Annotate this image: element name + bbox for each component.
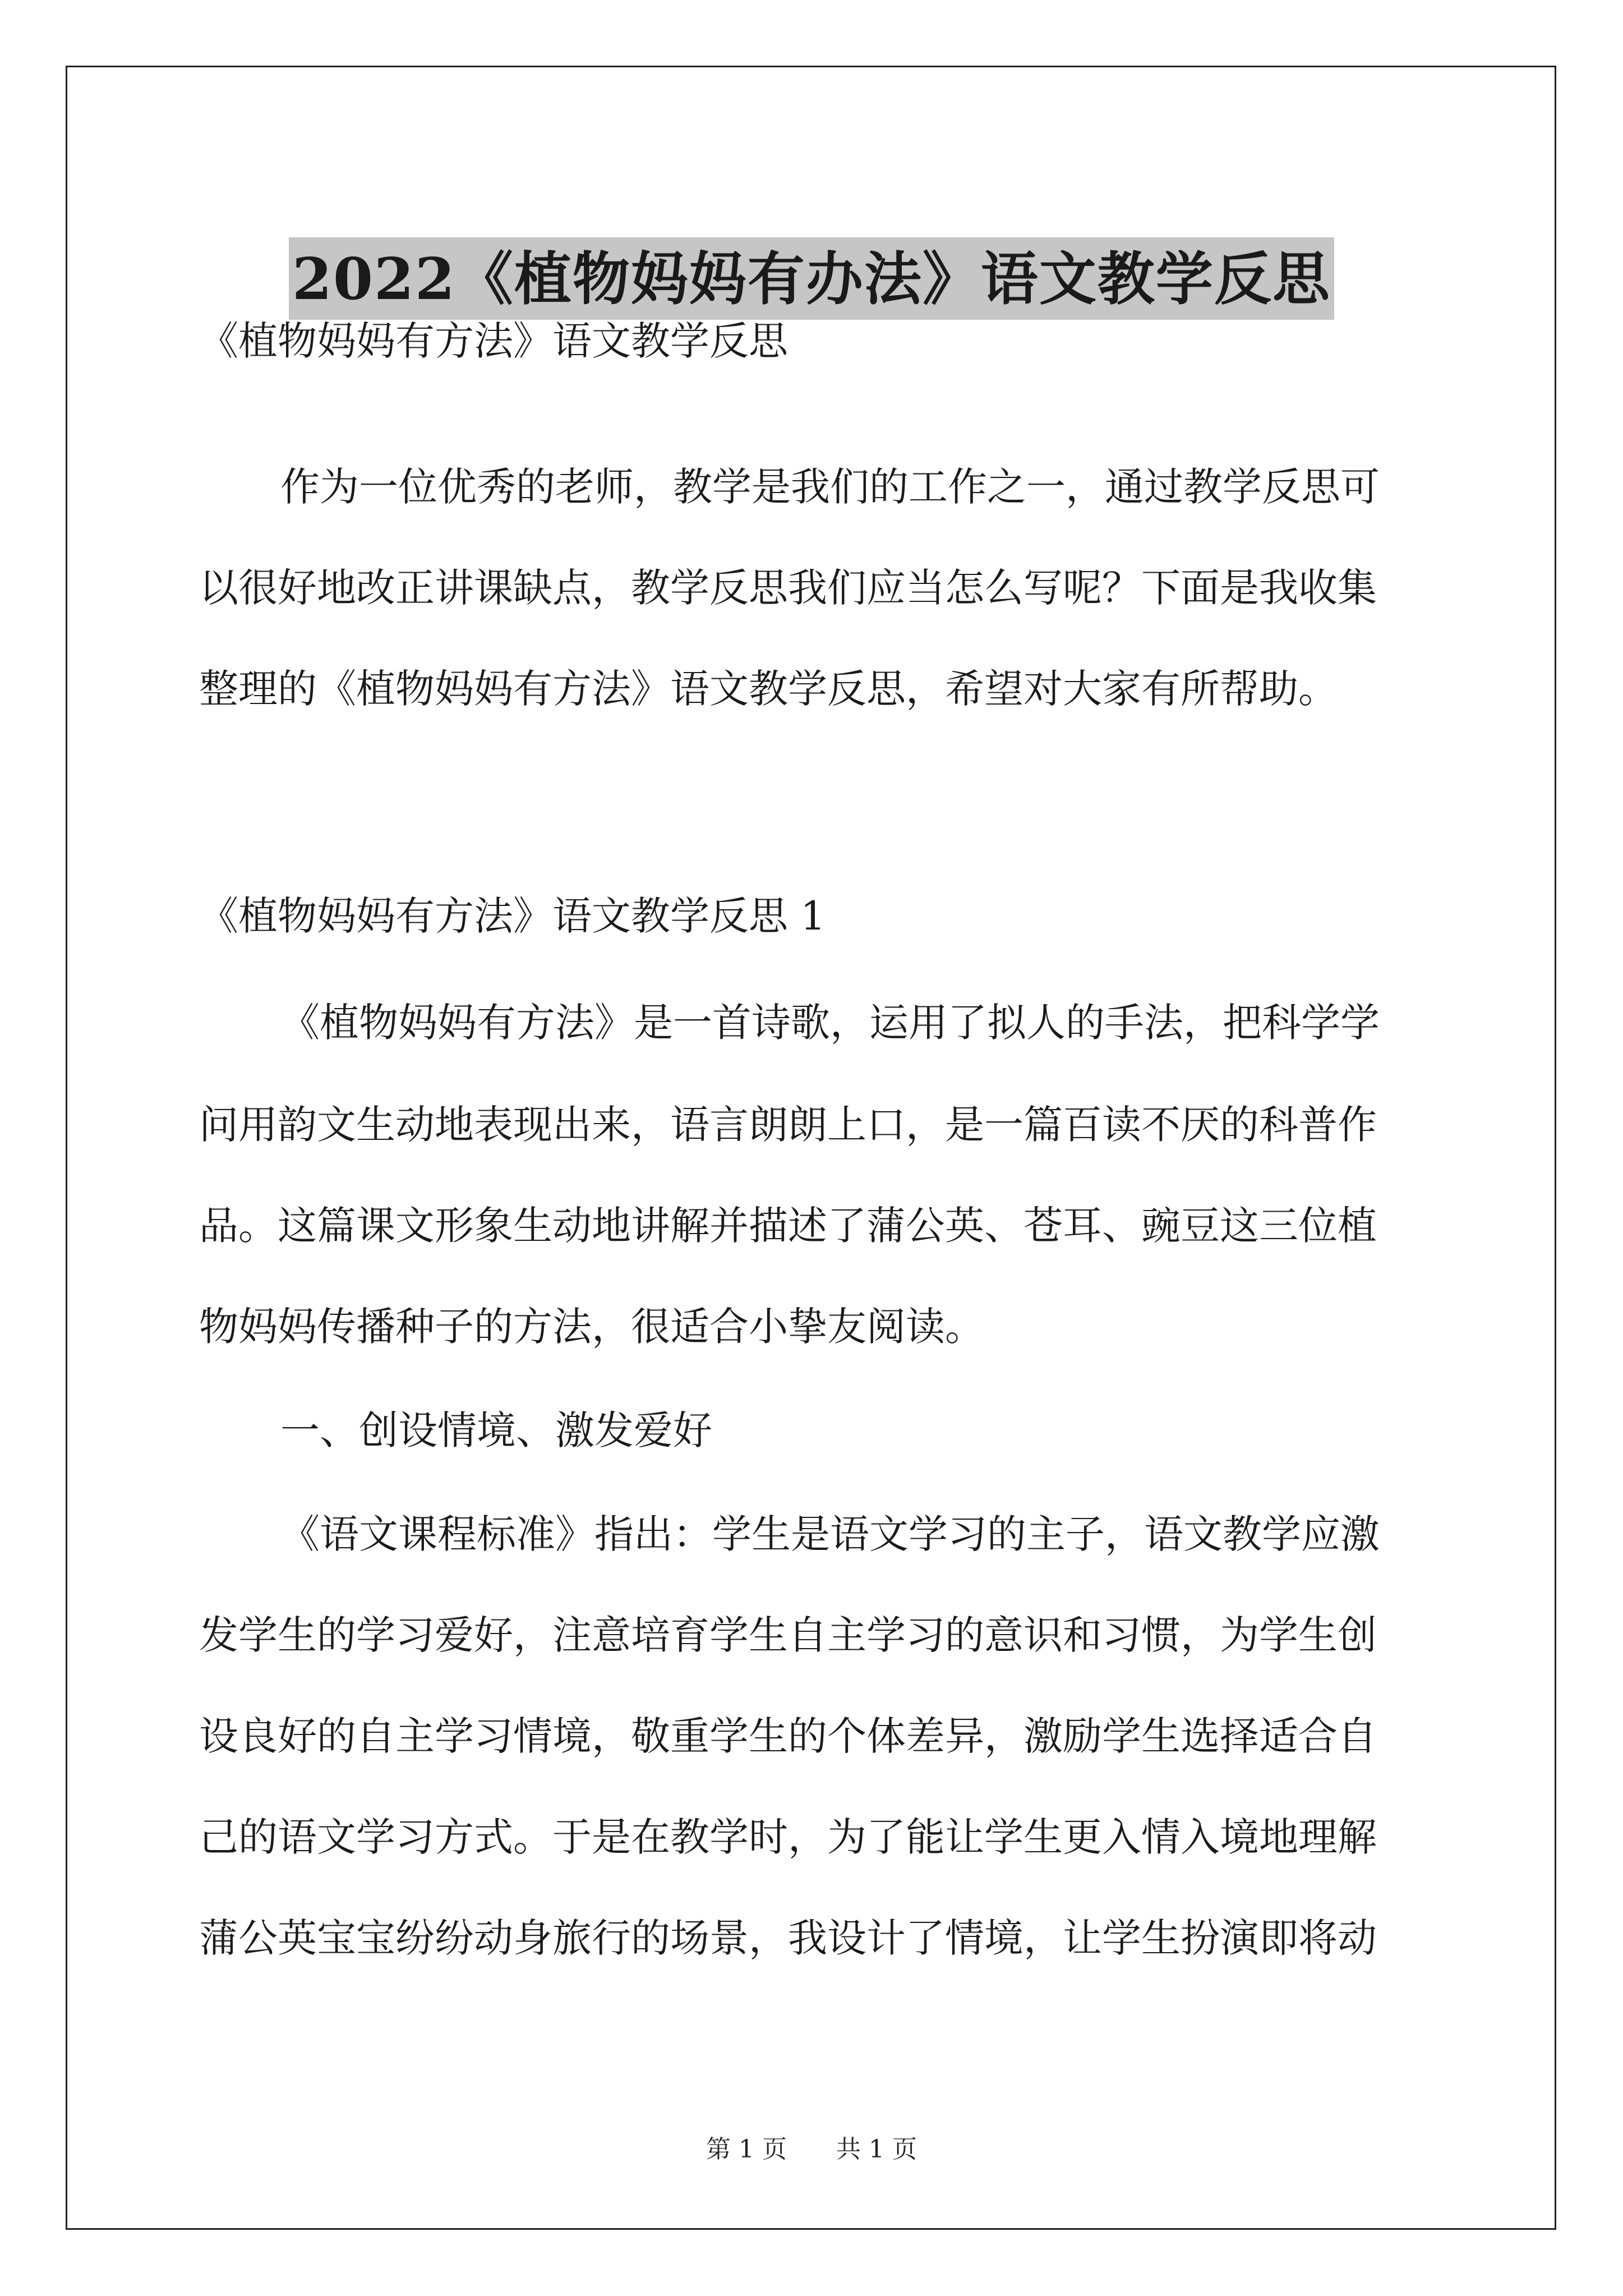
section-line-3: 品。这篇课文形象生动地讲解并描述了蒲公英、苍耳、豌豆这三位植: [199, 1203, 1377, 1249]
document-title: 2022《植物妈妈有办法》语文教学反思: [289, 237, 1334, 319]
intro-line-1: 作为一位优秀的老师，教学是我们的工作之一，通过教学反思可: [280, 464, 1380, 510]
section-title: 《植物妈妈有方法》语文教学反思 1: [199, 893, 826, 939]
intro-line-3: 整理的《植物妈妈有方法》语文教学反思，希望对大家有所帮助。: [199, 666, 1338, 712]
document-subtitle: 《植物妈妈有方法》语文教学反思: [199, 318, 788, 364]
heading-line-5: 蒲公英宝宝纷纷动身旅行的场景，我设计了情境，让学生扮演即将动: [199, 1915, 1377, 1961]
section-line-2: 问用韵文生动地表现出来，语言朗朗上口，是一篇百读不厌的科普作: [199, 1102, 1377, 1148]
heading-line-4: 己的语文学习方式。于是在教学时，为了能让学生更入情入境地理解: [199, 1814, 1377, 1860]
heading-line-1: 《语文课程标准》指出：学生是语文学习的主子，语文教学应激: [280, 1511, 1380, 1557]
section-line-4: 物妈妈传播种子的方法，很适合小挚友阅读。: [199, 1304, 984, 1350]
page-total: 共 1 页: [836, 2135, 917, 2164]
section-line-1: 《植物妈妈有方法》是一首诗歌，运用了拟人的手法，把科学学: [280, 1000, 1380, 1046]
heading-line-2: 发学生的学习爱好，注意培育学生自主学习的意识和习惯，为学生创: [199, 1612, 1377, 1658]
section-heading: 一、创设情境、激发爱好: [280, 1407, 712, 1453]
page-footer: [0, 2129, 1623, 2165]
heading-line-3: 设良好的自主学习情境，敬重学生的个体差异，激励学生选择适合自: [199, 1713, 1377, 1759]
intro-line-2: 以很好地改正讲课缺点，教学反思我们应当怎么写呢？下面是我收集: [199, 565, 1377, 611]
page-number: 第 1 页: [706, 2135, 787, 2164]
